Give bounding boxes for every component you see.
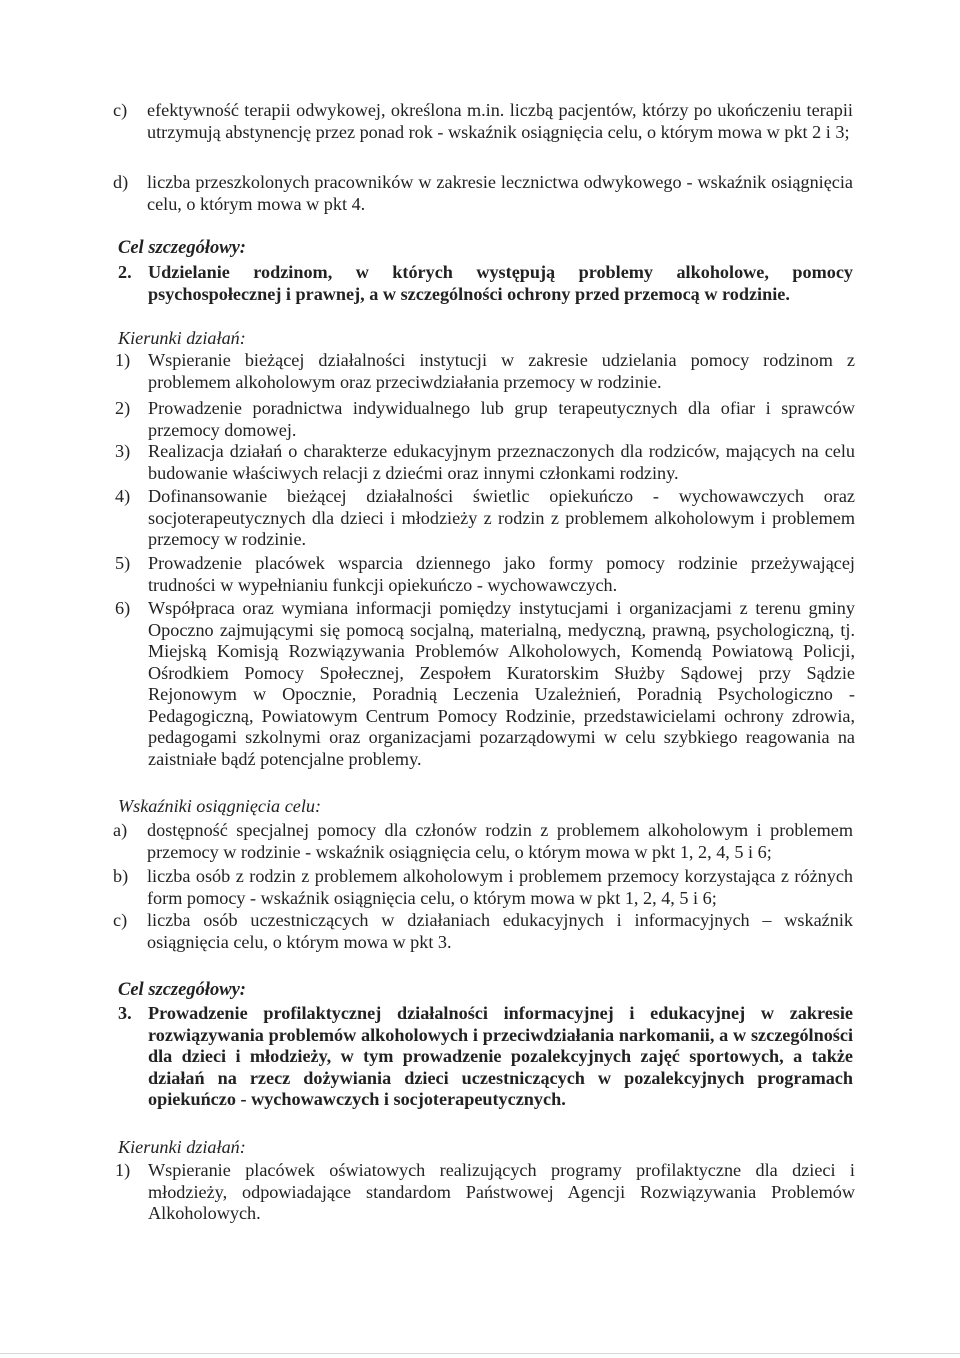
direction-text: Wspieranie bieżącej działalności instytucji w zakresie udzielania pomocy rodzinom z problemem alkoholowym oraz przeciwdziałania przemocy w rodzinie. xyxy=(148,350,855,392)
page-edge-divider xyxy=(0,1353,960,1354)
indicators-heading: Wskaźniki osiągnięcia celu: xyxy=(118,796,322,816)
direction-text: Dofinansowanie bieżącej działalności świetlic opiekuńczo - wychowawczych oraz socjoterapeutycznych dla dzieci i młodzieży z rodzin z problemem alkoholowym i problemem przemocy w rodzinie. xyxy=(148,486,855,549)
direction-item xyxy=(115,441,855,484)
goal-number: 2. xyxy=(118,262,132,282)
goal-heading: Cel szczegółowy: xyxy=(118,238,246,258)
indicator-text: liczba osób z rodzin z problemem alkoholowym i problemem przemocy korzystająca z różnych form pomocy - wskaźnik osiągnięcia celu, o którym mowa w pkt 1, 2, 4, 5 i 6; xyxy=(147,866,853,908)
direction-text: Prowadzenie poradnictwa indywidualnego lub grup terapeutycznych dla ofiar i sprawców przemocy domowej. xyxy=(148,398,855,440)
direction-label: 5) xyxy=(115,553,131,573)
list-text: efektywność terapii odwykowej, określona m.in. liczbą pacjentów, którzy po ukończeniu terapii utrzymują abstynencję przez ponad rok - wskaźnik osiągnięcia celu, o którym mowa w pkt 2 i 3; xyxy=(147,100,853,142)
list-text: liczba przeszkolonych pracowników w zakresie lecznictwa odwykowego - wskaźnik osiągnięcia celu, o którym mowa w pkt 4. xyxy=(147,172,853,214)
direction-label: 6) xyxy=(115,598,131,618)
direction-label: 3) xyxy=(115,441,131,461)
directions-heading: Kierunki działań: xyxy=(118,328,246,348)
direction-item xyxy=(115,598,855,770)
directions-heading: Kierunki działań: xyxy=(118,1137,246,1157)
list-label: d) xyxy=(113,172,129,192)
direction-item xyxy=(115,486,855,551)
goal-title-text: Prowadzenie profilaktycznej działalności informacyjnej i edukacyjnej w zakresie rozwiązywania problemów alkoholowych i przeciwdziałania narkomanii, a w szczególności dla dzieci i młodzieży, w tym prowadzenie pozalekcyjnych zajęć sportowych, a także działań na rzecz dożywiania dzieci uczestniczących w pozalekcyjnych programach opiekuńczo - wychowawczych i socjoterapeutycznych. xyxy=(148,1003,853,1109)
list-item xyxy=(113,100,853,143)
indicator-item xyxy=(113,910,853,953)
direction-label: 1) xyxy=(115,1160,131,1180)
indicator-text: dostępność specjalnej pomocy dla członów rodzin z problemem alkoholowym i problemem przemocy w rodzinie - wskaźnik osiągnięcia celu, o którym mowa w pkt 1, 2, 4, 5 i 6; xyxy=(147,820,853,862)
goal-heading: Cel szczegółowy: xyxy=(118,980,246,1000)
direction-item xyxy=(115,1160,855,1225)
indicator-label: b) xyxy=(113,866,129,886)
list-label: c) xyxy=(113,100,128,120)
direction-item xyxy=(115,398,855,441)
direction-label: 2) xyxy=(115,398,131,418)
goal-title xyxy=(118,262,853,305)
indicator-label: a) xyxy=(113,820,128,840)
goal-number: 3. xyxy=(118,1003,132,1023)
list-item xyxy=(113,172,853,215)
indicator-item xyxy=(113,866,853,909)
direction-text: Współpraca oraz wymiana informacji pomiędzy instytucjami i organizacjami z terenu gminy Opoczno zajmującymi się pomocą socjalną, materialną, medyczną, prawną, psychologiczną, tj. Miejską Komisją Rozwiązywania Problemów Alkoholowych, Komendą Powiatową Policji, Ośrodkiem Pomocy Społecznej, Zespołem Kuratorskim Służby Sądowej przy Sądzie Rejonowym w Opocznie, Poradnią Leczenia Uzależnień, Poradnią Psychologiczno - Pedagogiczną, Powiatowym Centrum Pomocy Rodzinie, przedstawicielami ochrony zdrowia, pedagogami szkolnymi oraz organizacjami pozarządowymi w celu szybkiego reagowania na zaistniałe bądź potencjalne problemy. xyxy=(148,598,855,769)
goal-title-text: Udzielanie rodzinom, w których występują problemy alkoholowe, pomocy psychospołecznej i prawnej, a w szczególności ochrony przed przemocą w rodzinie. xyxy=(148,262,853,304)
goal-title xyxy=(118,1003,853,1111)
direction-label: 1) xyxy=(115,350,131,370)
direction-text: Prowadzenie placówek wsparcia dziennego jako formy pomocy rodzinie przeżywającej trudności w wypełnianiu funkcji opiekuńczo - wychowawczych. xyxy=(148,553,855,595)
indicator-text: liczba osób uczestniczących w działaniach edukacyjnych i informacyjnych – wskaźnik osiągnięcia celu, o którym mowa w pkt 3. xyxy=(147,910,853,952)
direction-item xyxy=(115,553,855,596)
indicator-label: c) xyxy=(113,910,128,930)
direction-item xyxy=(115,350,855,393)
direction-label: 4) xyxy=(115,486,131,506)
indicator-item xyxy=(113,820,853,863)
direction-text: Realizacja działań o charakterze edukacyjnym przeznaczonych dla rodziców, mających na celu budowanie właściwych relacji z dziećmi oraz innymi członkami rodziny. xyxy=(148,441,855,483)
direction-text: Wspieranie placówek oświatowych realizujących programy profilaktyczne dla dzieci i młodzieży, odpowiadające standardom Państwowej Agencji Rozwiązywania Problemów Alkoholowych. xyxy=(148,1160,855,1223)
